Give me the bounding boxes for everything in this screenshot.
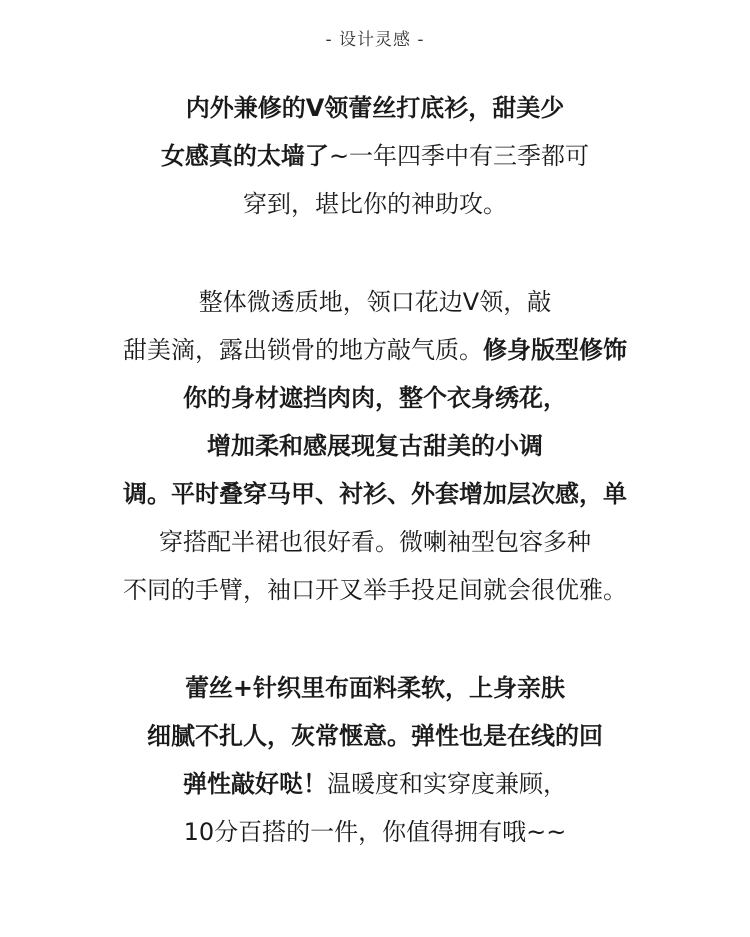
text-line xyxy=(0,374,750,422)
bold-text-segment: 内外兼修的V领蕾丝打底衫，甜美少 xyxy=(185,94,565,122)
text-line xyxy=(0,180,750,228)
text-line xyxy=(0,132,750,180)
bold-text-segment: 你的身材遮挡肉肉，整个衣身绣花， xyxy=(183,384,567,412)
text-line xyxy=(0,712,750,760)
text-line xyxy=(0,422,750,470)
text-segment: 10分百搭的一件，你值得拥有哦~~ xyxy=(183,818,567,846)
paragraph-design-details xyxy=(0,278,750,614)
text-line xyxy=(0,808,750,856)
text-line xyxy=(0,760,750,808)
text-segment: 穿到，堪比你的神助攻。 xyxy=(243,190,507,218)
text-line xyxy=(0,84,750,132)
bold-text-segment: 调。平时叠穿马甲、衬衫、外套增加层次感，单 xyxy=(123,480,627,508)
bold-text-segment: 增加柔和感展现复古甜美的小调 xyxy=(207,432,543,460)
text-line xyxy=(0,566,750,614)
text-line xyxy=(0,278,750,326)
bold-text-segment: 女感真的太墙了 xyxy=(160,142,329,170)
text-line xyxy=(0,470,750,518)
text-segment: ~一年四季中有三季都可 xyxy=(328,142,590,170)
text-segment: 不同的手臂，袖口开叉举手投足间就会很优雅。 xyxy=(123,576,627,604)
text-segment: 穿搭配半裙也很好看。微喇袖型包容多种 xyxy=(159,528,591,556)
bold-text-segment: 弹性敲好哒！ xyxy=(183,770,327,798)
bold-text-segment: 细腻不扎人，灰常惬意。弹性也是在线的回 xyxy=(147,722,603,750)
paragraph-fabric-details xyxy=(0,664,750,856)
text-segment: 温暖度和实穿度兼顾， xyxy=(327,770,567,798)
text-segment: 甜美滴，露出锁骨的地方敲气质。 xyxy=(123,336,483,364)
text-segment: 整体微透质地，领口花边V领，敲 xyxy=(198,288,552,316)
paragraph-design-intro xyxy=(0,84,750,228)
bold-text-segment: 蕾丝+针织里布面料柔软，上身亲肤 xyxy=(184,674,566,702)
text-line xyxy=(0,518,750,566)
bold-text-segment: 修身版型修饰 xyxy=(483,336,627,364)
section-header: - 设计灵感 - xyxy=(325,30,425,50)
text-line xyxy=(0,326,750,374)
text-line xyxy=(0,664,750,712)
